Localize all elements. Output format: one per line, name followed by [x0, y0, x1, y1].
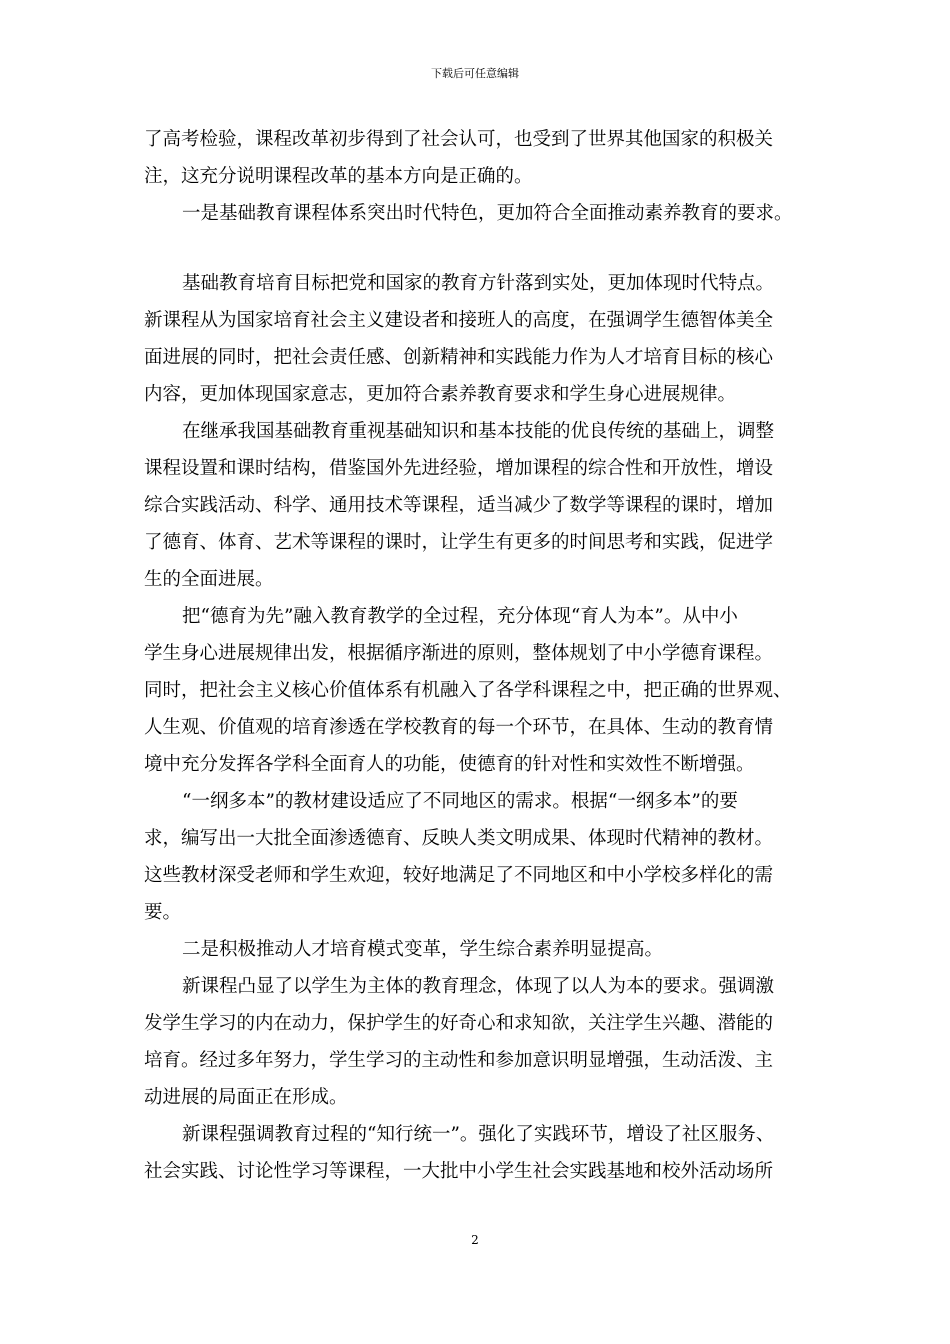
text-line: 内容，更加体现国家意志，更加符合素养教育要求和学生身心进展规律。: [144, 384, 737, 405]
text-line: 课程设置和课时结构，借鉴国外先进经验，增加课程的综合性和开放性，增设: [144, 458, 774, 479]
text-line: 综合实践活动、科学、通用技术等课程，适当减少了数学等课程的课时，增加: [144, 495, 774, 516]
text-line: 在继承我国基础教育重视基础知识和基本技能的优良传统的基础上，调整: [182, 421, 775, 442]
text-line: 要。: [144, 902, 182, 923]
text-line: 求，编写出一大批全面渗透德育、反映人类文明成果、体现时代精神的教材。: [144, 828, 774, 849]
text-line: 境中充分发挥各学科全面育人的功能，使德育的针对性和实效性不断增强。: [144, 754, 755, 775]
text-line: 发学生学习的内在动力，保护学生的好奇心和求知欲，关注学生兴趣、潜能的: [144, 1013, 774, 1034]
text-line: 新课程凸显了以学生为主体的教育理念，体现了以人为本的要求。强调激: [182, 976, 775, 997]
section-heading: 一是基础教育课程体系突出时代特色，更加符合全面推动素养教育的要求。: [182, 203, 793, 224]
text-line: 注，这充分说明课程改革的基本方向是正确的。: [144, 166, 533, 187]
text-line: 社会实践、讨论性学习等课程，一大批中小学生社会实践基地和校外活动场所: [144, 1161, 774, 1182]
text-line: 把“德育为先”融入教育教学的全过程，充分体现“育人为本”。从中小: [182, 606, 738, 627]
section-heading: 二是积极推动人才培育模式变革，学生综合素养明显提高。: [182, 939, 664, 960]
text-line: 面进展的同时，把社会责任感、创新精神和实践能力作为人才培育目标的核心: [144, 347, 774, 368]
text-line: 基础教育培育目标把党和国家的教育方针落到实处，更加体现时代特点。: [182, 273, 775, 294]
text-line: 新课程强调教育过程的“知行统一”。强化了实践环节，增设了社区服务、: [182, 1124, 775, 1145]
text-line: 培育。经过多年努力，学生学习的主动性和参加意识明显增强，生动活泼、主: [144, 1050, 774, 1071]
text-line: 同时，把社会主义核心价值体系有机融入了各学科课程之中，把正确的世界观、: [144, 680, 792, 701]
text-line: “一纲多本”的教材建设适应了不同地区的需求。根据“一纲多本”的要: [182, 791, 738, 812]
text-line: 了德育、体育、艺术等课程的课时，让学生有更多的时间思考和实践，促进学: [144, 532, 774, 553]
text-line: 新课程从为国家培育社会主义建设者和接班人的高度，在强调学生德智体美全: [144, 310, 774, 331]
text-line: 这些教材深受老师和学生欢迎，较好地满足了不同地区和中小学校多样化的需: [144, 865, 774, 886]
text-line: 了高考检验，课程改革初步得到了社会认可，也受到了世界其他国家的积极关: [144, 129, 774, 150]
text-line: 生的全面进展。: [144, 569, 274, 590]
text-line: 学生身心进展规律出发，根据循序渐进的原则，整体规划了中小学德育课程。: [144, 643, 774, 664]
document-body: [144, 121, 816, 1190]
text-line: 动进展的局面正在形成。: [144, 1087, 348, 1108]
text-line: 人生观、价值观的培育渗透在学校教育的每一个环节，在具体、生动的教育情: [144, 717, 774, 738]
paragraph-gap: [144, 232, 816, 265]
page-header: 下载后可任意编辑: [431, 67, 519, 80]
page-number: 2: [471, 1233, 479, 1247]
